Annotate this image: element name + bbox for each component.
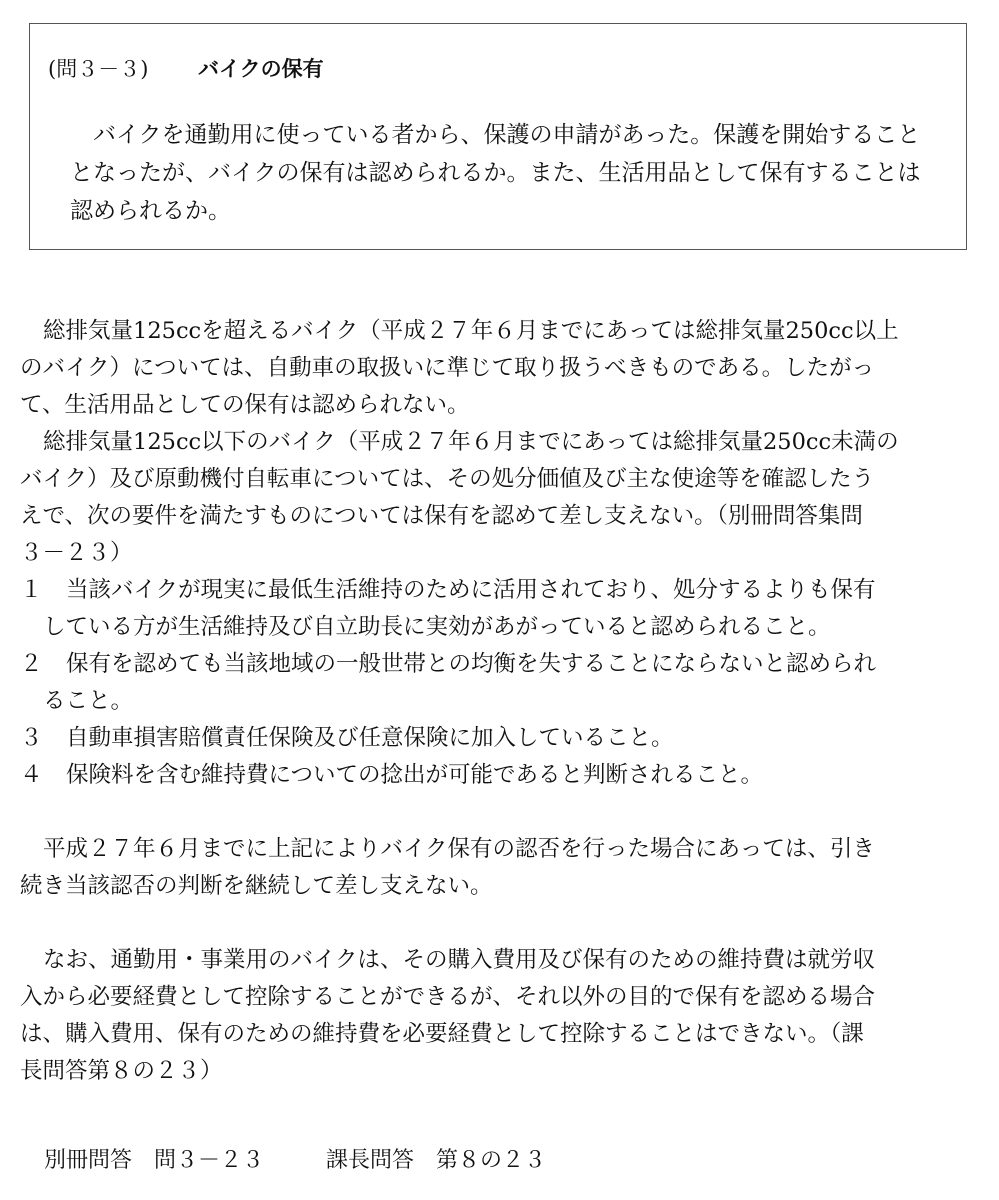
answer-paragraph-line: のバイク）については、自動車の取扱いに準じて取り扱うべきものである。したがっ	[20, 355, 875, 381]
requirement-item	[20, 720, 980, 757]
answer-paragraph-line: なお、通勤用・事業用のバイクは、その購入費用及び保有のための維持費は就労収	[43, 947, 876, 973]
requirement-text: 当該バイクが現実に最低生活維持のために活用されており、処分するよりも保有	[66, 577, 876, 603]
answer-paragraph-line: て、生活用品としての保有は認められない。	[20, 392, 470, 418]
answer-paragraph-line: は、購入費用、保有のための維持費を必要経費として控除することはできない。（課	[20, 1021, 864, 1047]
answer-paragraph-line: 入から必要経費として控除することができるが、それ以外の目的で保有を認める場合	[20, 984, 876, 1010]
requirement-number: １	[20, 577, 43, 603]
requirement-number: ４	[20, 762, 43, 788]
answer-paragraph-line: バイク）及び原動機付自転車については、その処分価値及び主な使途等を確認したう	[20, 466, 875, 492]
answer-paragraph-line: ３－２３）	[20, 540, 133, 566]
spacer	[20, 905, 980, 942]
requirement-item	[20, 572, 980, 646]
answer-paragraph-line: えで、次の要件を満たすものについては保有を認めて差し支えない。（別冊問答集問	[20, 503, 863, 529]
requirement-item	[20, 757, 980, 794]
question-line: となったが、バイクの保有は認められるか。また、生活用品として保有することは	[70, 160, 921, 186]
question-body	[70, 116, 950, 230]
answer-paragraph-line: 総排気量125ccを超えるバイク（平成２７年６月までにあっては総排気量250cc以上	[43, 318, 899, 344]
footer-references	[44, 1145, 546, 1177]
answer-paragraph-line: 続き当該認否の判断を継続して差し支えない。	[20, 873, 493, 899]
requirement-text: 保険料を含む維持費についての捻出が可能であると判断されること。	[66, 762, 764, 788]
requirement-text: 保有を認めても当該地域の一般世帯との均衡を失することにならないと認められ	[66, 651, 877, 677]
requirement-number: ２	[20, 651, 43, 677]
question-box	[29, 23, 967, 250]
requirement-number: ３	[20, 725, 43, 751]
answer-paragraph-line: 総排気量125cc以下のバイク（平成２７年６月までにあっては総排気量250cc未満の	[43, 429, 899, 455]
question-line: 認められるか。	[70, 198, 231, 224]
question-title: バイクの保有	[198, 57, 324, 81]
requirement-text: している方が生活維持及び自立助長に実効があがっていると認められること。	[43, 614, 831, 640]
answer-paragraph-line: 平成２７年６月までに上記によりバイク保有の認否を行った場合にあっては、引き	[43, 836, 875, 862]
requirement-item	[20, 646, 980, 720]
question-header	[48, 54, 324, 84]
question-line: バイクを通勤用に使っている者から、保護の申請があった。保護を開始すること	[93, 122, 921, 148]
answer-body	[20, 313, 980, 1090]
answer-paragraph-line: 長問答第８の２３）	[20, 1058, 223, 1084]
footer-reference-1: 別冊問答 問３－２３	[44, 1148, 265, 1173]
requirement-text: 自動車損害賠償責任保険及び任意保険に加入していること。	[66, 725, 674, 751]
question-number: (問３－３)	[48, 57, 149, 81]
spacer	[20, 794, 980, 831]
requirement-text: ること。	[43, 688, 134, 714]
footer-reference-2: 課長問答 第８の２３	[326, 1148, 547, 1173]
